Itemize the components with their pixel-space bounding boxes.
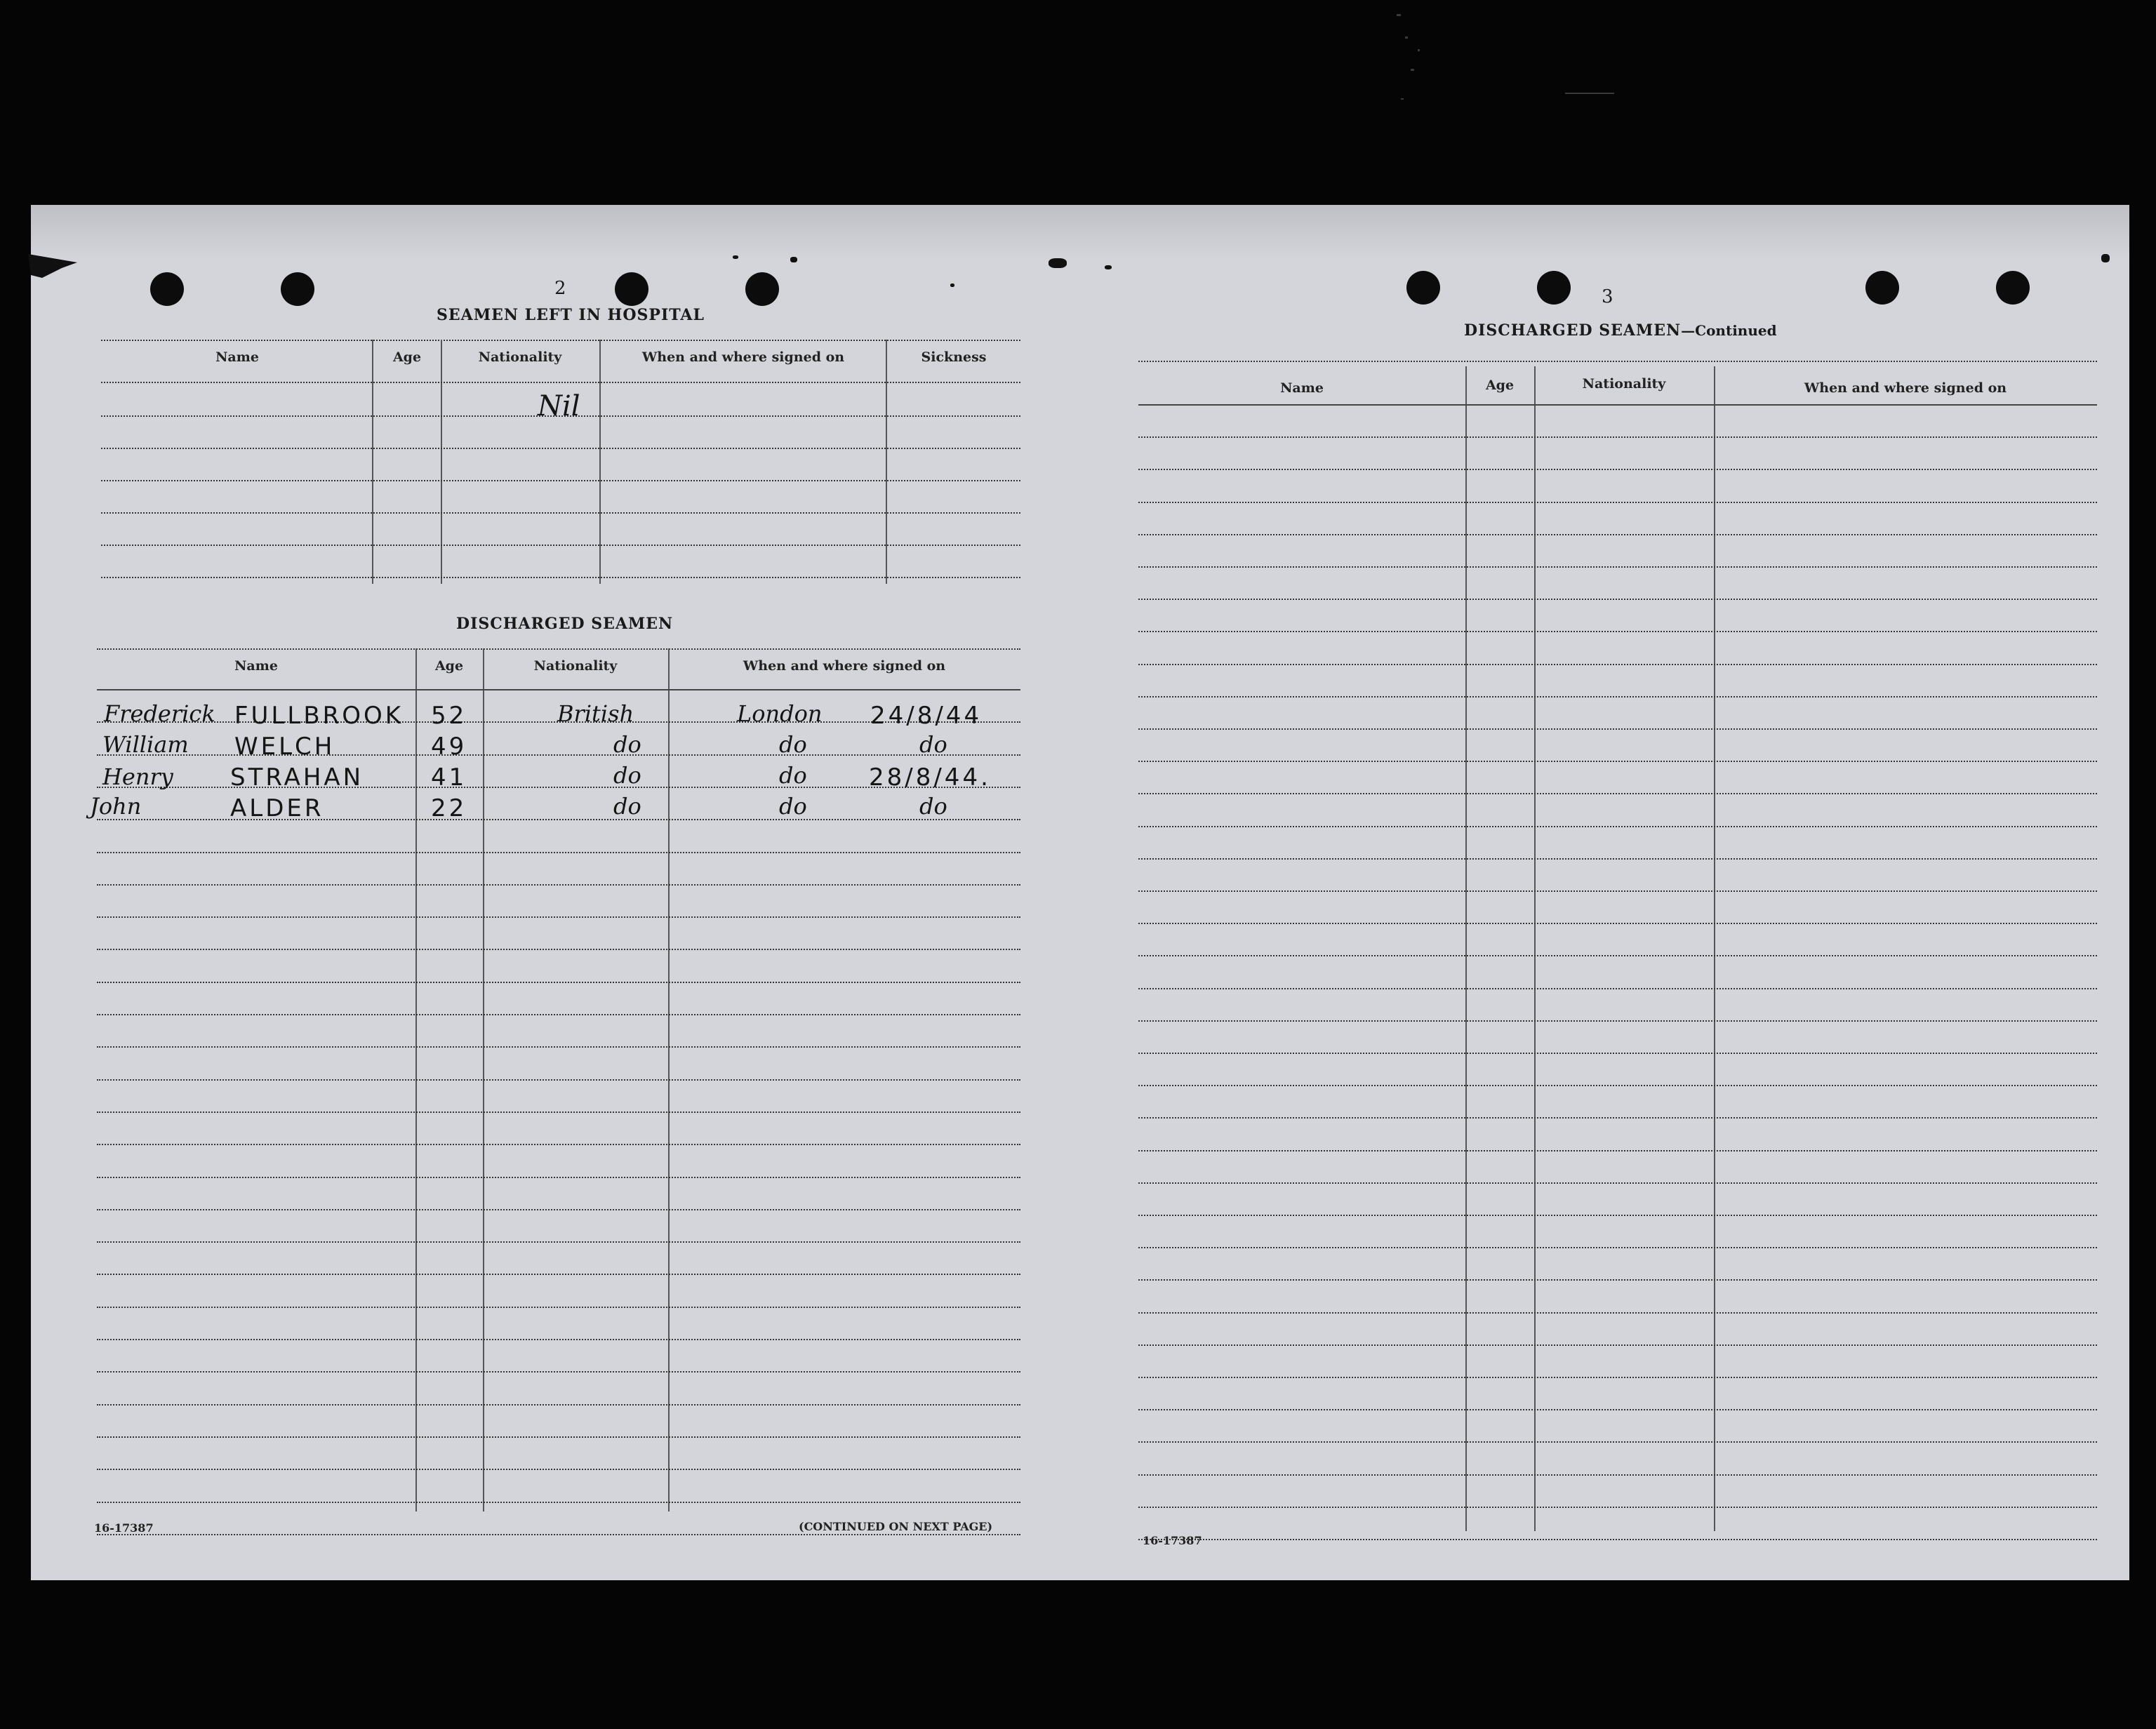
- row-rule: [1138, 728, 2097, 730]
- row-rule: [1138, 955, 2097, 956]
- row-rule: [97, 1241, 1020, 1243]
- row-rule: [97, 1177, 1020, 1178]
- row-rule: [1138, 599, 2097, 600]
- first-name: William: [102, 731, 189, 758]
- punch-hole: [1996, 271, 2030, 305]
- column-header-nationality: Nationality: [478, 349, 562, 365]
- column-header-signed-on: When and where signed on: [1804, 380, 2007, 396]
- row-rule: [97, 1534, 1020, 1535]
- discharged-table: [90, 648, 1020, 1729]
- row-rule: [1138, 1053, 2097, 1054]
- row-rule: [1138, 988, 2097, 989]
- row-rule: [1138, 1117, 2097, 1119]
- row-rule: [1138, 858, 2097, 860]
- row-rule: [1138, 1279, 2097, 1281]
- surname: ALDER: [230, 794, 324, 822]
- row-rule: [97, 1469, 1020, 1470]
- row-rule: [1138, 1441, 2097, 1443]
- surname: WELCH: [234, 733, 335, 761]
- column-header-sickness: Sickness: [921, 349, 987, 365]
- row-rule: [101, 480, 1020, 481]
- first-name: Henry: [102, 763, 173, 790]
- row-rule: [97, 1209, 1020, 1210]
- column-divider: [441, 340, 442, 584]
- row-rule: [1138, 1474, 2097, 1476]
- row-rule: [97, 689, 1020, 690]
- row-rule: [97, 1404, 1020, 1406]
- form-number-left: 16-17387: [94, 1521, 154, 1535]
- row-rule: [1138, 566, 2097, 568]
- punch-hole: [1865, 271, 1899, 305]
- row-rule: [1138, 1539, 2097, 1540]
- column-divider: [372, 340, 373, 584]
- scan-background: [0, 0, 2156, 232]
- row-rule: [97, 1014, 1020, 1015]
- nationality: British: [557, 700, 634, 727]
- column-header-nationality: Nationality: [1582, 376, 1666, 392]
- row-rule: [1138, 631, 2097, 632]
- row-rule: [97, 949, 1020, 950]
- age: 52: [431, 702, 467, 730]
- row-rule: [1138, 1150, 2097, 1151]
- age: 49: [431, 733, 467, 761]
- column-divider: [1534, 366, 1536, 1531]
- table-top-rule: [1138, 361, 2097, 362]
- title-suffix: —Continued: [1681, 322, 1777, 339]
- row-rule: [97, 1307, 1020, 1308]
- row-rule: [1138, 696, 2097, 697]
- punch-hole: [281, 272, 314, 306]
- row-rule: [1138, 534, 2097, 535]
- form-number-right: 16-17387: [1143, 1534, 1202, 1547]
- row-rule: [97, 1144, 1020, 1145]
- nationality: do: [613, 793, 641, 820]
- surname: STRAHAN: [230, 763, 364, 792]
- row-rule: [1138, 1215, 2097, 1216]
- row-rule: [1138, 404, 2097, 406]
- row-rule: [1138, 1312, 2097, 1314]
- row-rule: [1138, 502, 2097, 503]
- row-rule: [101, 512, 1020, 514]
- page-number-right: 3: [1602, 286, 1613, 307]
- signed-on-date: do: [919, 793, 947, 820]
- column-divider: [599, 340, 601, 584]
- row-rule: [1138, 890, 2097, 892]
- signed-on-place: do: [779, 762, 807, 789]
- row-rule: [97, 884, 1020, 886]
- signed-on-date: do: [919, 731, 947, 758]
- nationality: do: [613, 731, 641, 758]
- row-rule: [97, 1112, 1020, 1113]
- signed-on-place: do: [779, 793, 807, 820]
- column-header-name: Name: [1280, 380, 1324, 396]
- column-header-signed-on: When and where signed on: [743, 658, 946, 674]
- column-divider: [1465, 366, 1467, 1531]
- row-rule: [97, 916, 1020, 918]
- row-rule: [1138, 436, 2097, 438]
- column-divider: [886, 340, 887, 584]
- row-rule: [97, 1046, 1020, 1048]
- punch-hole: [745, 272, 779, 306]
- punch-hole: [615, 272, 648, 306]
- row-rule: [1138, 793, 2097, 794]
- first-name: John: [90, 793, 142, 820]
- discharged-continued-table: [1138, 361, 2097, 1455]
- row-rule: [97, 1371, 1020, 1373]
- column-header-name: Name: [234, 658, 278, 674]
- row-rule: [1138, 1344, 2097, 1346]
- ink-speck: [1049, 258, 1067, 268]
- signed-on-place: London: [737, 700, 823, 727]
- row-rule: [1138, 1182, 2097, 1184]
- ledger-sheet: [31, 205, 2129, 1580]
- age: 41: [431, 763, 467, 792]
- row-rule: [97, 1274, 1020, 1275]
- column-header-age: Age: [434, 658, 464, 674]
- column-header-age: Age: [1485, 378, 1515, 393]
- signed-on-place: do: [779, 731, 807, 758]
- ink-speck: [950, 283, 954, 287]
- age: 22: [431, 794, 467, 822]
- first-name: Frederick: [104, 700, 215, 727]
- column-header-age: Age: [392, 349, 422, 365]
- row-rule: [1138, 923, 2097, 924]
- sheet-shadow: [31, 205, 2129, 261]
- ink-speck: [790, 257, 797, 262]
- hospital-section-title: SEAMEN LEFT IN HOSPITAL: [437, 306, 705, 324]
- row-rule: [101, 545, 1020, 546]
- row-rule: [97, 1502, 1020, 1503]
- column-header-nationality: Nationality: [533, 658, 618, 674]
- discharged-continued-title: [1464, 321, 1777, 340]
- row-rule: [1138, 1020, 2097, 1022]
- punch-hole: [150, 272, 184, 306]
- punch-hole: [1537, 271, 1571, 305]
- table-top-rule: [101, 340, 1020, 341]
- row-rule: [1138, 1085, 2097, 1086]
- signed-on-date: 24/8/44: [870, 702, 983, 730]
- ink-speck: [733, 255, 738, 259]
- row-rule: [101, 382, 1020, 383]
- torn-edge: [0, 247, 91, 289]
- nationality: do: [613, 762, 641, 789]
- ink-speck: [2101, 254, 2110, 262]
- punch-hole: [1406, 271, 1440, 305]
- row-rule: [97, 1436, 1020, 1438]
- row-rule: [1138, 1377, 2097, 1378]
- row-rule: [1138, 469, 2097, 470]
- row-rule: [97, 852, 1020, 853]
- row-rule: [101, 448, 1020, 449]
- row-rule: [97, 1079, 1020, 1081]
- ink-speck: [1105, 265, 1112, 269]
- row-rule: [97, 1339, 1020, 1340]
- surname: FULLBROOK: [234, 702, 404, 730]
- title-text: DISCHARGED SEAMEN: [1464, 321, 1682, 340]
- row-rule: [101, 577, 1020, 578]
- table-top-rule: [97, 648, 1020, 650]
- continued-note: (CONTINUED ON NEXT PAGE): [799, 1520, 993, 1533]
- hospital-nil-entry: Nil: [538, 390, 580, 422]
- row-rule: [1138, 1409, 2097, 1410]
- column-header-signed-on: When and where signed on: [641, 349, 845, 365]
- hospital-table: [101, 340, 1020, 606]
- signed-on-date: 28/8/44.: [869, 763, 991, 792]
- column-divider: [1714, 366, 1715, 1531]
- page-number-left: 2: [554, 278, 566, 299]
- discharged-section-title: DISCHARGED SEAMEN: [456, 615, 674, 633]
- row-rule: [1138, 826, 2097, 827]
- row-rule: [1138, 664, 2097, 665]
- row-rule: [1138, 1247, 2097, 1248]
- column-header-name: Name: [215, 349, 259, 365]
- row-rule: [97, 982, 1020, 983]
- row-rule: [1138, 1507, 2097, 1508]
- row-rule: [1138, 761, 2097, 762]
